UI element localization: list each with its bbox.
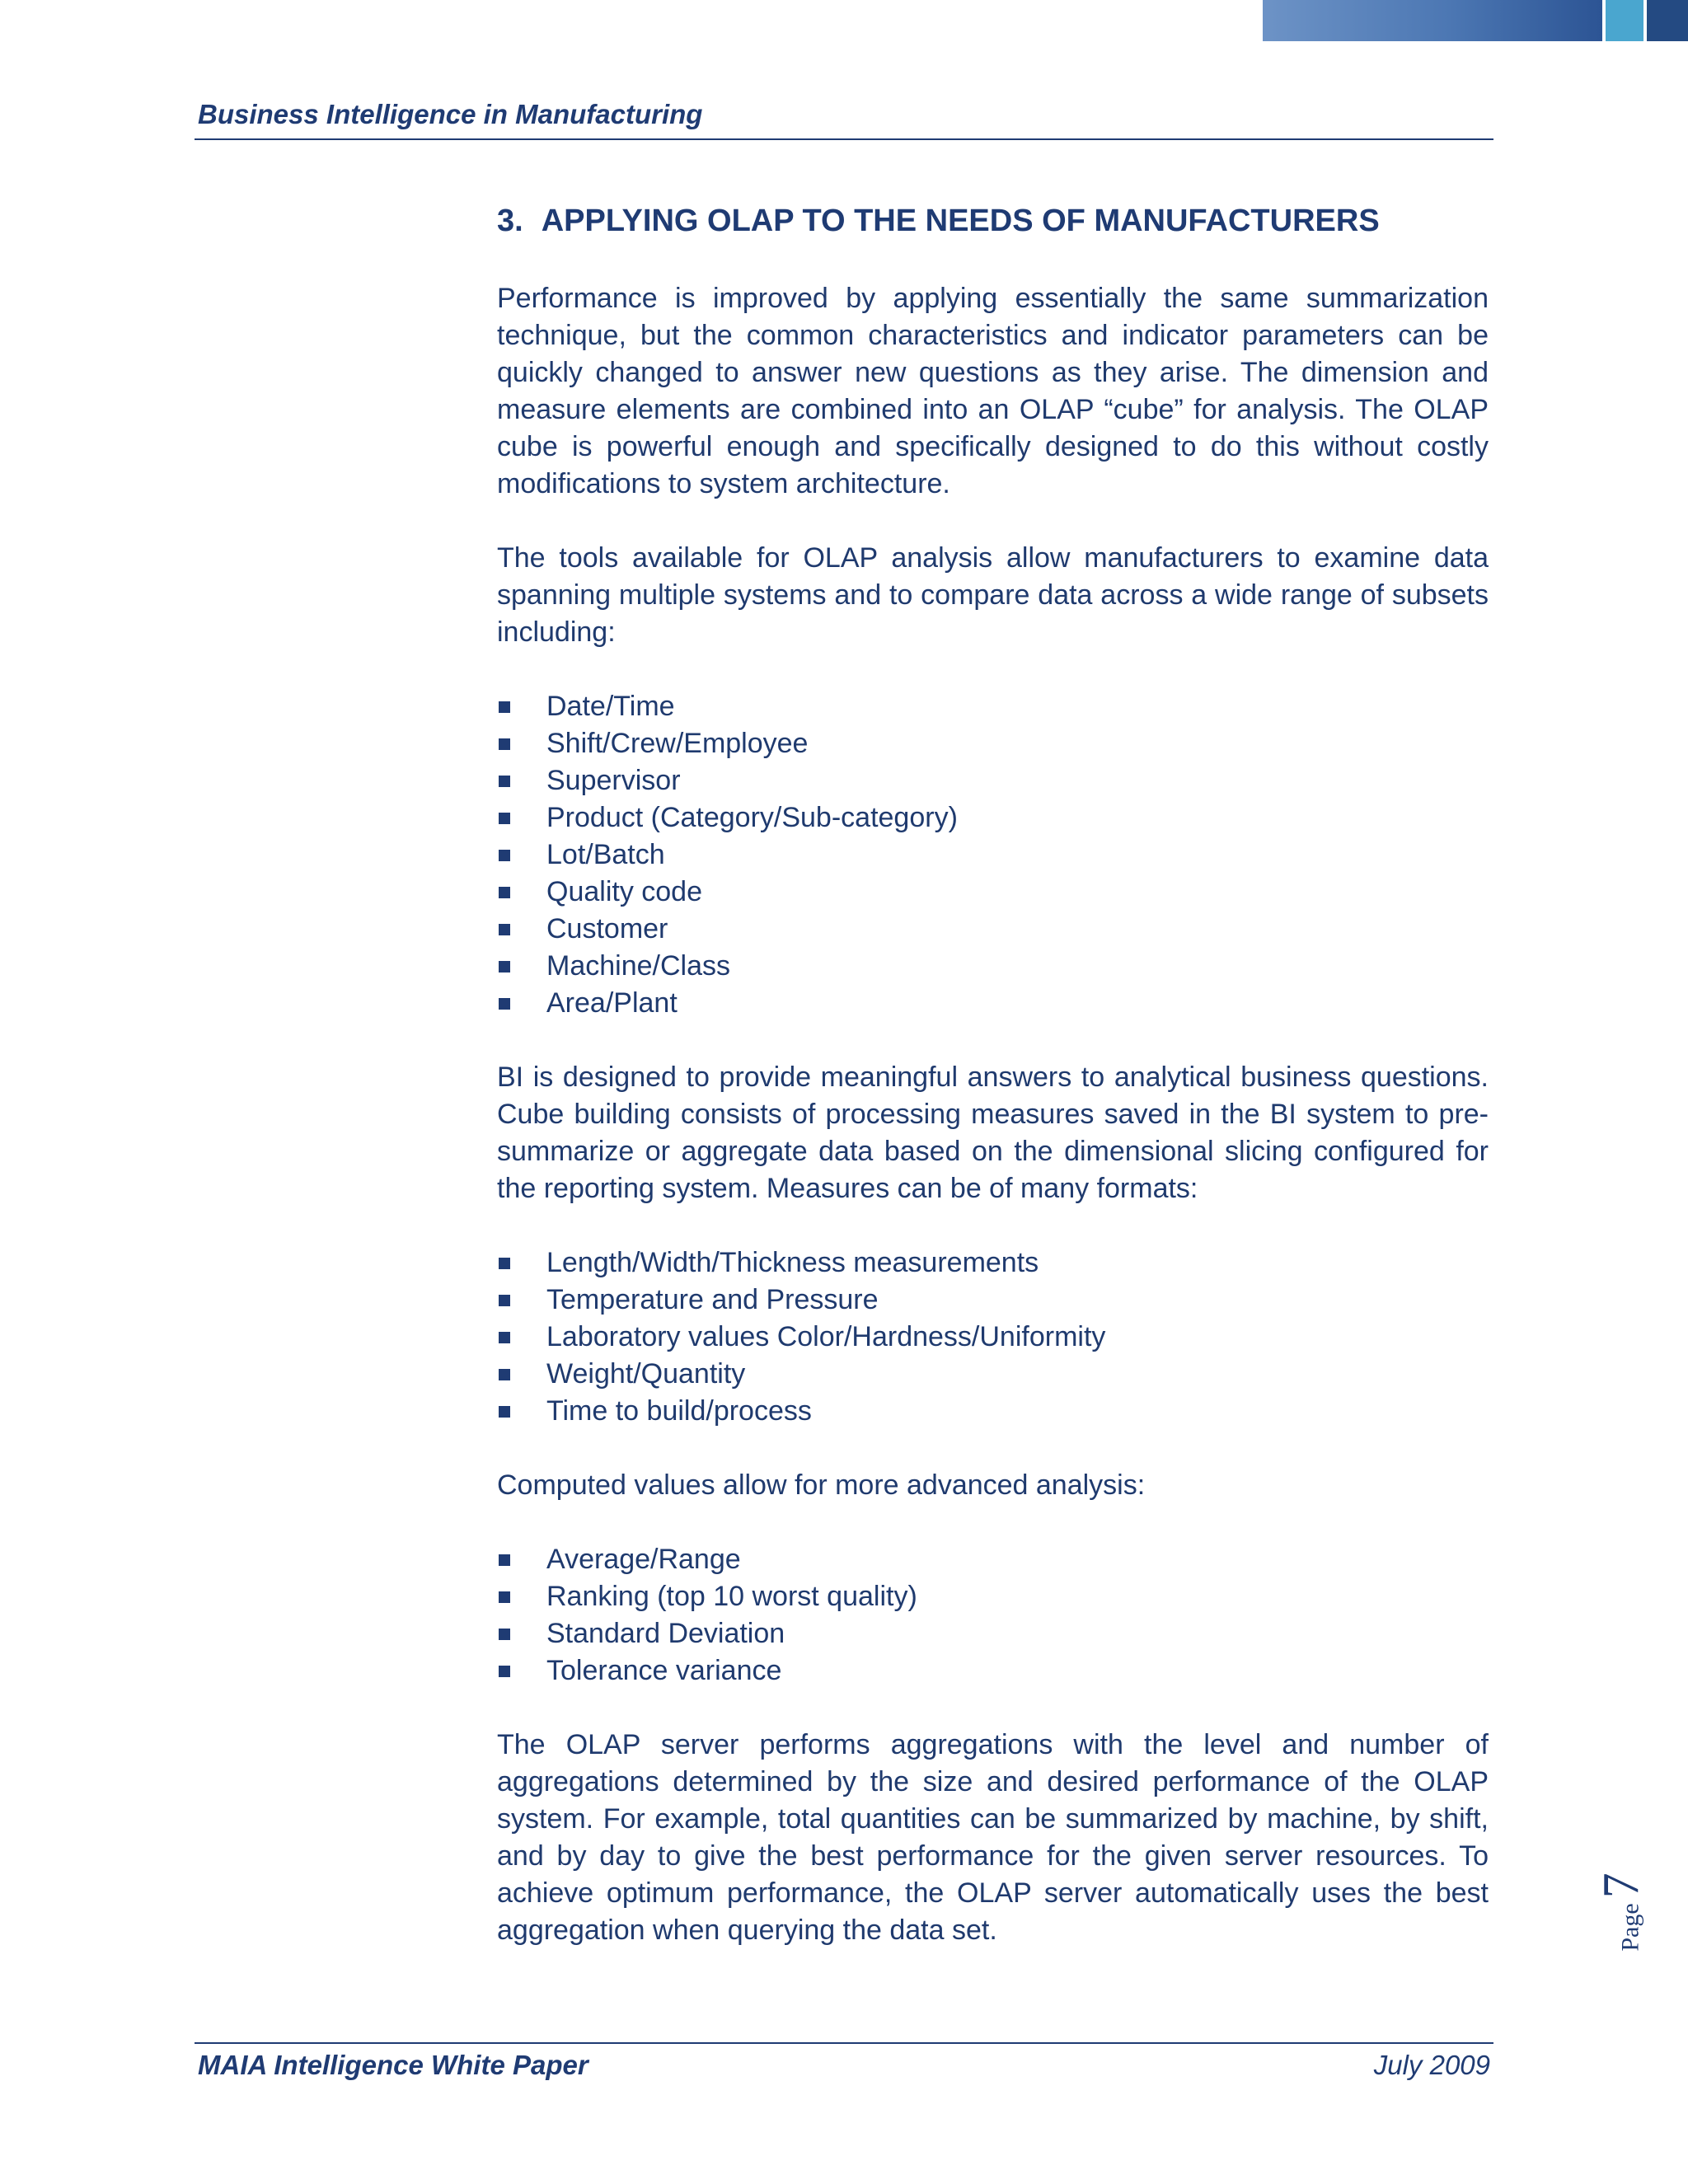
list-item [497, 837, 1489, 874]
list-item-text: Product (Category/Sub-category) [546, 802, 958, 833]
list-item [497, 1578, 1489, 1615]
dimensions-list [497, 688, 1489, 1022]
list-item [497, 1282, 1489, 1319]
page-word: Page [1616, 1903, 1644, 1952]
paragraph-bi-designed: BI is designed to provide meaningful answers to analytical business questions. Cube building consists of processing measures saved in the BI system to pre-summarize or aggregate data based on the dimensional slicing configured for the reporting system. Measures can be of many formats: [497, 1062, 1489, 1204]
list-item-text: Supervisor [546, 765, 681, 796]
header-light-square [1606, 0, 1643, 41]
header-rule [195, 138, 1493, 140]
paragraph-tools: The tools available for OLAP analysis allow manufacturers to examine data spanning multiple systems and to compare data across a wide range of subsets including: [497, 542, 1489, 648]
list-item-text: Date/Time [546, 691, 675, 722]
computed-list [497, 1541, 1489, 1690]
list-item-text: Weight/Quantity [546, 1358, 746, 1390]
measures-list [497, 1244, 1489, 1430]
bullet-square-icon [499, 701, 510, 713]
paragraph-olap-server: The OLAP server performs aggregations with the level and number of aggregations determined by the size and desired performance of the OLAP system. For example, total quantities can be summarized by machine, by shift, and by day to give the best performance for the given server resources. To achieve optimum performance, the OLAP server automatically uses the best aggregation when querying the data set. [497, 1729, 1489, 1946]
list-item [497, 1541, 1489, 1578]
bullet-square-icon [499, 738, 510, 750]
list-item [497, 1244, 1489, 1282]
bullet-square-icon [499, 1666, 510, 1677]
bullet-square-icon [499, 924, 510, 935]
bullet-square-icon [499, 850, 510, 861]
list-item [497, 985, 1489, 1022]
list-item [497, 911, 1489, 948]
list-item [497, 762, 1489, 799]
bullet-square-icon [499, 1591, 510, 1603]
list-item-text: Quality code [546, 876, 702, 907]
page-number-label [1564, 1854, 1680, 1970]
list-item-text: Temperature and Pressure [546, 1284, 879, 1315]
paragraph-performance: Performance is improved by applying essentially the same summarization technique, but the common characteristics and indicator parameters can be quickly changed to answer new questions as they arise. The dimension and measure elements are combined into an OLAP “cube” for analysis. The OLAP cube is powerful enough and specifically designed to do this without costly modifications to system architecture. [497, 283, 1489, 499]
list-item-text: Area/Plant [546, 987, 678, 1019]
section-number: 3. [497, 204, 523, 238]
list-item-text: Average/Range [546, 1544, 741, 1575]
list-item [497, 1319, 1489, 1356]
page-number: 7 [1593, 1872, 1650, 1899]
bullet-square-icon [499, 1629, 510, 1640]
bullet-square-icon [499, 1369, 510, 1380]
list-item [497, 688, 1489, 725]
bullet-square-icon [499, 887, 510, 898]
paragraph-computed-values: Computed values allow for more advanced analysis: [497, 1469, 1146, 1501]
footer-rule [195, 2042, 1493, 2044]
bullet-square-icon [499, 813, 510, 824]
list-item [497, 799, 1489, 837]
list-item-text: Lot/Batch [546, 839, 665, 870]
list-item-text: Tolerance variance [546, 1655, 782, 1686]
page-content [497, 198, 1489, 1986]
running-header-title: Business Intelligence in Manufacturing [198, 99, 703, 129]
list-item [497, 1393, 1489, 1430]
list-item-text: Shift/Crew/Employee [546, 728, 809, 759]
list-item [497, 1615, 1489, 1652]
list-item-text: Time to build/process [546, 1395, 812, 1427]
list-item [497, 1356, 1489, 1393]
list-item [497, 874, 1489, 911]
bullet-square-icon [499, 998, 510, 1010]
bullet-square-icon [499, 776, 510, 787]
footer-publication: MAIA Intelligence White Paper [198, 2050, 588, 2080]
bullet-square-icon [499, 1554, 510, 1566]
header-gradient-band [1263, 0, 1602, 41]
section-heading [497, 198, 1489, 244]
list-item [497, 1652, 1489, 1690]
list-item-text: Length/Width/Thickness measurements [546, 1247, 1039, 1278]
bullet-square-icon [499, 961, 510, 972]
bullet-square-icon [499, 1406, 510, 1418]
list-item-text: Standard Deviation [546, 1618, 785, 1649]
top-decorative-bar [1263, 0, 1688, 41]
list-item-text: Machine/Class [546, 950, 730, 982]
list-item-text: Ranking (top 10 worst quality) [546, 1581, 917, 1612]
bullet-square-icon [499, 1258, 510, 1269]
list-item-text: Customer [546, 913, 668, 944]
bullet-square-icon [499, 1332, 510, 1343]
bullet-square-icon [499, 1295, 510, 1306]
footer-date: July 2009 [1373, 2050, 1490, 2080]
list-item-text: Laboratory values Color/Hardness/Uniformity [546, 1321, 1106, 1352]
list-item [497, 948, 1489, 985]
list-item [497, 725, 1489, 762]
header-dark-square [1647, 0, 1688, 41]
section-title: APPLYING OLAP TO THE NEEDS OF MANUFACTURERS [541, 204, 1380, 238]
